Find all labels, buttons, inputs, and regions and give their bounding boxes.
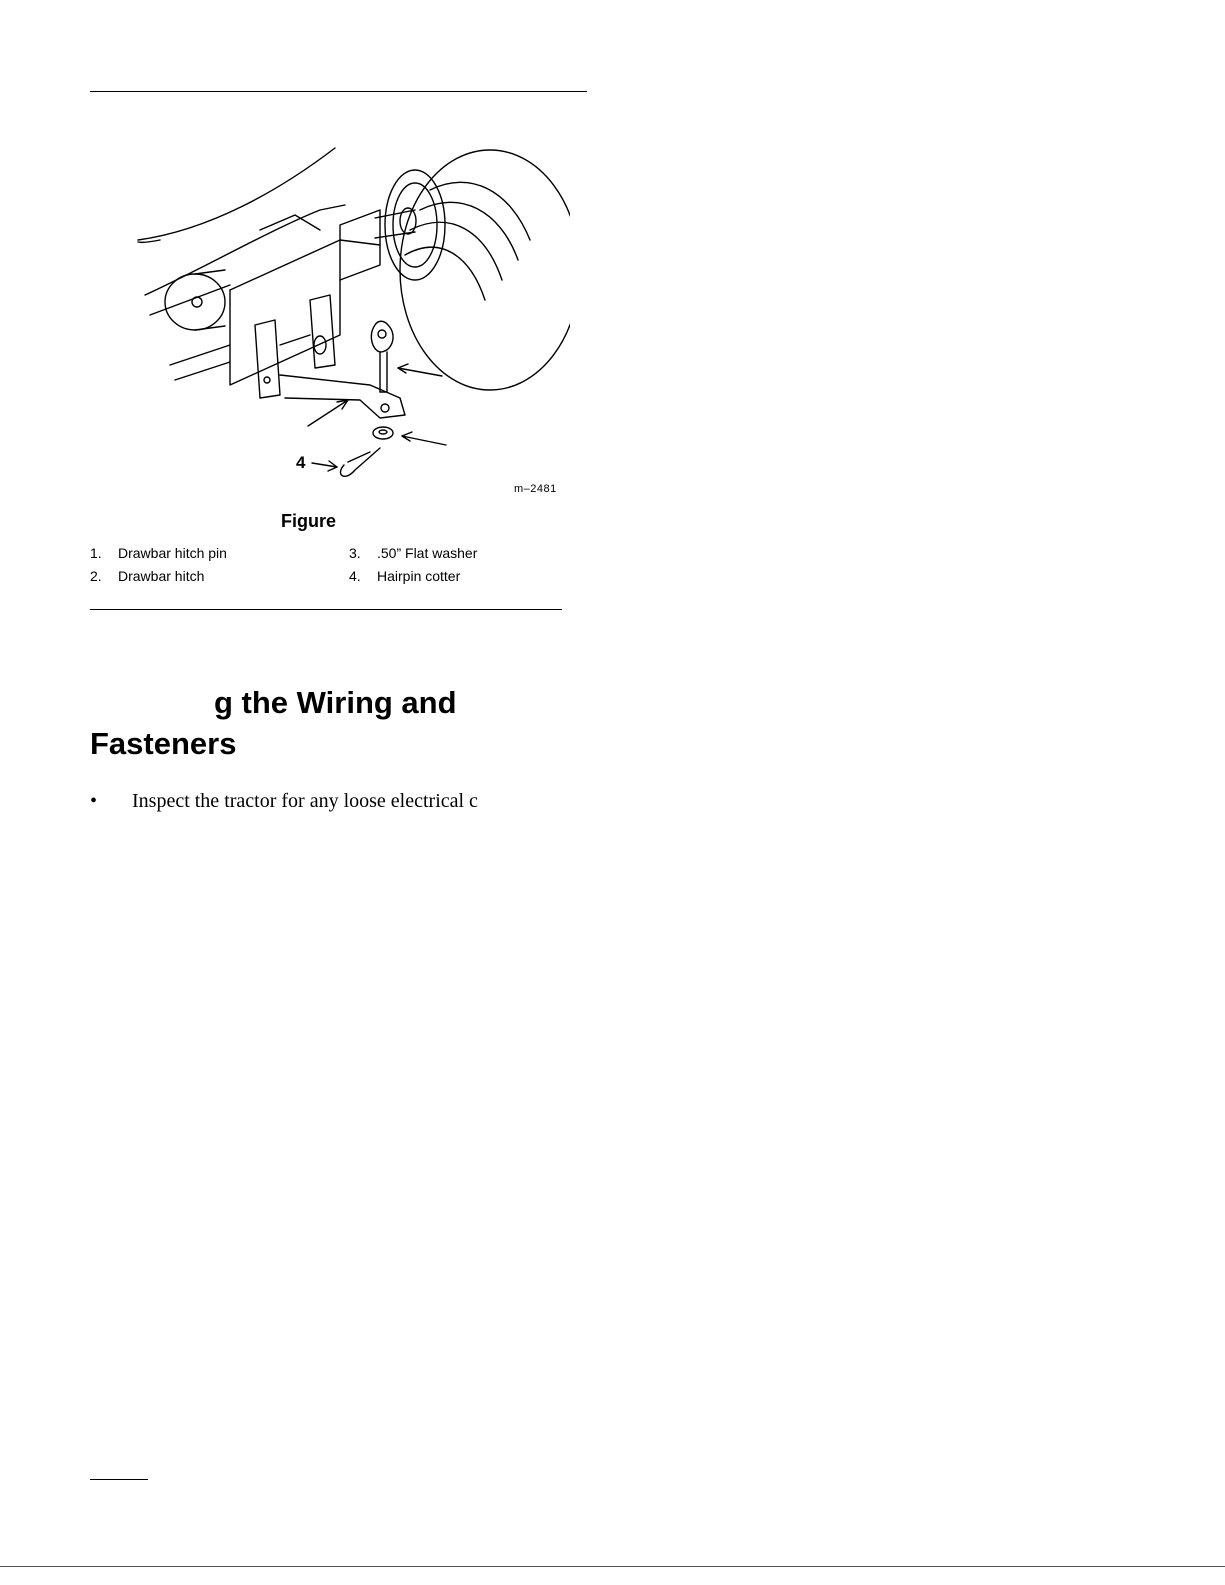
footer-rule: [90, 1479, 148, 1480]
figure-code: m–2481: [514, 483, 557, 495]
bullet-marker: •: [90, 790, 98, 812]
section-title-line-2: Fasteners: [90, 726, 237, 761]
page-bottom-edge: [0, 1566, 1225, 1567]
list-item: [90, 788, 550, 815]
drawbar-hitch-illustration: [130, 130, 570, 500]
legend-label: Drawbar hitch: [118, 568, 205, 584]
section-title: [90, 682, 570, 764]
figure-bottom-rule: [90, 609, 562, 610]
legend-number: 2.: [90, 568, 102, 584]
legend-number: 3.: [349, 545, 361, 561]
instruction-list: [90, 788, 550, 815]
legend-number: 1.: [90, 545, 102, 561]
legend-label: .50” Flat washer: [377, 545, 478, 561]
legend-label: Drawbar hitch pin: [118, 545, 227, 561]
legend-number: 4.: [349, 568, 361, 584]
figure-caption: Figure: [281, 511, 337, 531]
section-title-line-1: g the Wiring and: [214, 685, 457, 720]
list-item-text: Inspect the tractor for any loose electrical c: [132, 790, 478, 812]
top-rule: [90, 91, 587, 92]
legend-label: Hairpin cotter: [377, 568, 461, 584]
callout-4: 4: [296, 453, 306, 472]
